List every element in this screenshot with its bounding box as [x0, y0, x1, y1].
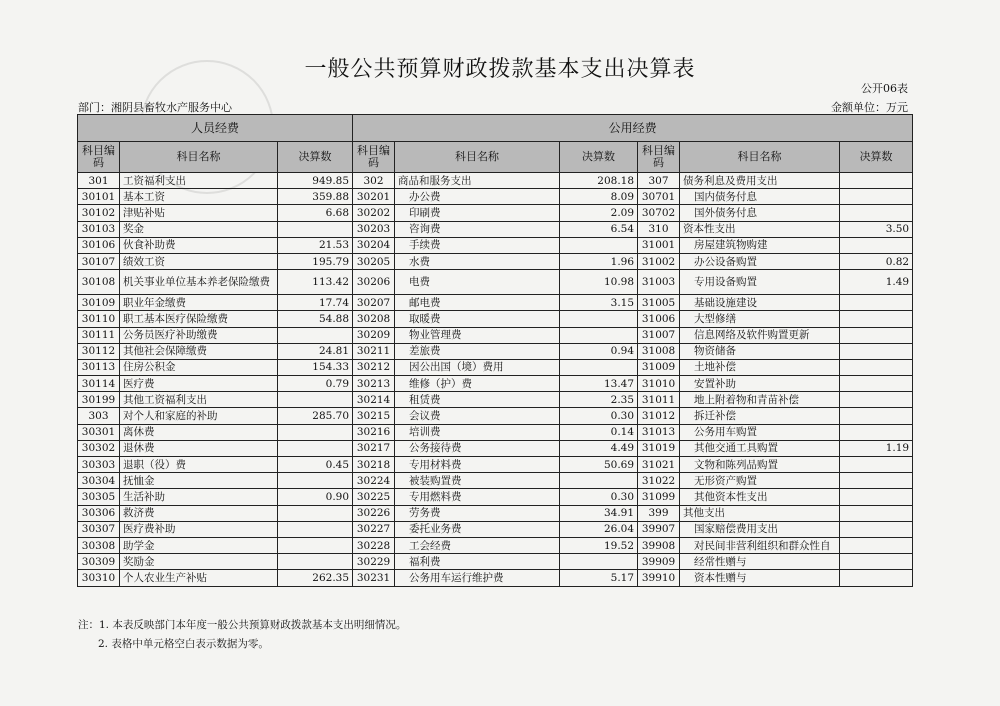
cell-code: 31003: [638, 270, 680, 295]
cell-code: 30212: [353, 359, 395, 375]
cell-code: 399: [638, 505, 680, 521]
cell-amount: 0.30: [560, 489, 638, 505]
cell-code: 30215: [353, 408, 395, 424]
col-header-code: 科目编码: [638, 142, 680, 173]
cell-amount: [840, 537, 913, 553]
table-row: [78, 189, 913, 205]
cell-amount: 3.15: [560, 295, 638, 311]
table-row: [78, 253, 913, 269]
cell-amount: 24.81: [278, 343, 353, 359]
cell-amount: [278, 537, 353, 553]
cell-name: 取暖费: [395, 311, 560, 327]
col-header-amount: 决算数: [560, 142, 638, 173]
cell-name: 土地补偿: [680, 359, 840, 375]
cell-code: 31007: [638, 327, 680, 343]
group-header-personnel: 人员经费: [78, 115, 353, 142]
cell-amount: 359.88: [278, 189, 353, 205]
cell-name: 水费: [395, 253, 560, 269]
cell-code: 30224: [353, 473, 395, 489]
cell-amount: 0.82: [840, 253, 913, 269]
cell-amount: 6.68: [278, 205, 353, 221]
cell-name: 救济费: [120, 505, 278, 521]
cell-name: 其他社会保障缴费: [120, 343, 278, 359]
cell-name: 其他支出: [680, 505, 840, 521]
table-row: [78, 343, 913, 359]
cell-amount: 285.70: [278, 408, 353, 424]
cell-amount: [840, 343, 913, 359]
cell-code: 30702: [638, 205, 680, 221]
cell-amount: [840, 505, 913, 521]
cell-amount: [840, 392, 913, 408]
table-row: [78, 359, 913, 375]
cell-amount: [560, 311, 638, 327]
cell-name: 维修（护）费: [395, 376, 560, 392]
col-header-amount: 决算数: [278, 142, 353, 173]
cell-amount: [278, 521, 353, 537]
cell-amount: [278, 327, 353, 343]
cell-code: 30199: [78, 392, 120, 408]
table-row: [78, 327, 913, 343]
cell-amount: 17.74: [278, 295, 353, 311]
cell-amount: [840, 473, 913, 489]
cell-amount: [840, 570, 913, 586]
cell-code: 31010: [638, 376, 680, 392]
cell-amount: [840, 327, 913, 343]
col-header-code: 科目编码: [353, 142, 395, 173]
cell-name: 信息网络及软件购置更新: [680, 327, 840, 343]
cell-name: 津贴补贴: [120, 205, 278, 221]
cell-code: 30207: [353, 295, 395, 311]
cell-code: 31002: [638, 253, 680, 269]
cell-amount: [840, 311, 913, 327]
cell-code: 30229: [353, 554, 395, 570]
cell-code: 30231: [353, 570, 395, 586]
cell-code: 31099: [638, 489, 680, 505]
cell-code: 30213: [353, 376, 395, 392]
cell-name: 其他资本性支出: [680, 489, 840, 505]
cell-name: 大型修缮: [680, 311, 840, 327]
cell-name: 房屋建筑物购建: [680, 237, 840, 253]
cell-code: 30308: [78, 537, 120, 553]
col-header-code: 科目编码: [78, 142, 120, 173]
cell-code: 310: [638, 221, 680, 237]
table-row: [78, 205, 913, 221]
cell-amount: [840, 237, 913, 253]
cell-name: 培训费: [395, 424, 560, 440]
cell-name: 会议费: [395, 408, 560, 424]
cell-amount: 3.50: [840, 221, 913, 237]
cell-name: 其他交通工具购置: [680, 440, 840, 456]
cell-amount: [840, 554, 913, 570]
cell-name: 资本性赠与: [680, 570, 840, 586]
col-header-amount: 决算数: [840, 142, 913, 173]
cell-amount: 54.88: [278, 311, 353, 327]
cell-code: 30208: [353, 311, 395, 327]
cell-code: 30302: [78, 440, 120, 456]
cell-amount: [278, 554, 353, 570]
cell-code: 30111: [78, 327, 120, 343]
cell-code: 39909: [638, 554, 680, 570]
cell-amount: [840, 457, 913, 473]
table-row: [78, 408, 913, 424]
cell-amount: 0.30: [560, 408, 638, 424]
cell-name: 差旅费: [395, 343, 560, 359]
cell-name: 离休费: [120, 424, 278, 440]
cell-code: 39910: [638, 570, 680, 586]
cell-name: 退职（役）费: [120, 457, 278, 473]
cell-amount: [560, 237, 638, 253]
cell-amount: 195.79: [278, 253, 353, 269]
cell-code: 302: [353, 173, 395, 189]
cell-code: 301: [78, 173, 120, 189]
cell-amount: 5.17: [560, 570, 638, 586]
cell-amount: 8.09: [560, 189, 638, 205]
cell-name: 电费: [395, 270, 560, 295]
cell-code: 30102: [78, 205, 120, 221]
cell-code: 30211: [353, 343, 395, 359]
cell-name: 助学金: [120, 537, 278, 553]
cell-amount: 1.49: [840, 270, 913, 295]
cell-amount: [560, 554, 638, 570]
cell-amount: 208.18: [560, 173, 638, 189]
cell-name: 公务用车运行维护费: [395, 570, 560, 586]
cell-code: 31005: [638, 295, 680, 311]
cell-code: 30228: [353, 537, 395, 553]
cell-code: 31009: [638, 359, 680, 375]
cell-code: 303: [78, 408, 120, 424]
cell-code: 30110: [78, 311, 120, 327]
cell-code: 30209: [353, 327, 395, 343]
cell-amount: 10.98: [560, 270, 638, 295]
cell-code: 31006: [638, 311, 680, 327]
cell-amount: 0.79: [278, 376, 353, 392]
cell-code: 30304: [78, 473, 120, 489]
cell-amount: 949.85: [278, 173, 353, 189]
cell-amount: 113.42: [278, 270, 353, 295]
cell-amount: 19.52: [560, 537, 638, 553]
cell-code: 30101: [78, 189, 120, 205]
cell-name: 基本工资: [120, 189, 278, 205]
cell-amount: [840, 408, 913, 424]
cell-name: 职业年金缴费: [120, 295, 278, 311]
expenditure-table: [77, 114, 913, 587]
cell-name: 个人农业生产补贴: [120, 570, 278, 586]
cell-amount: [840, 521, 913, 537]
cell-amount: 21.53: [278, 237, 353, 253]
cell-name: 奖金: [120, 221, 278, 237]
table-row: [78, 295, 913, 311]
cell-name: 其他工资福利支出: [120, 392, 278, 408]
cell-amount: 13.47: [560, 376, 638, 392]
cell-name: 无形资产购置: [680, 473, 840, 489]
cell-amount: 154.33: [278, 359, 353, 375]
cell-code: 31012: [638, 408, 680, 424]
cell-name: 租赁费: [395, 392, 560, 408]
cell-amount: 0.45: [278, 457, 353, 473]
cell-name: 对个人和家庭的补助: [120, 408, 278, 424]
cell-name: 手续费: [395, 237, 560, 253]
cell-name: 印刷费: [395, 205, 560, 221]
table-row: [78, 554, 913, 570]
table-row: [78, 270, 913, 295]
cell-code: 31001: [638, 237, 680, 253]
cell-amount: [278, 424, 353, 440]
cell-amount: 50.69: [560, 457, 638, 473]
cell-amount: [840, 424, 913, 440]
col-header-name: 科目名称: [395, 142, 560, 173]
cell-code: 30205: [353, 253, 395, 269]
cell-amount: 0.94: [560, 343, 638, 359]
cell-code: 30303: [78, 457, 120, 473]
col-header-name: 科目名称: [680, 142, 840, 173]
cell-amount: 1.96: [560, 253, 638, 269]
footnote: 2. 表格中单元格空白表示数据为零。: [98, 638, 269, 650]
cell-name: 工资福利支出: [120, 173, 278, 189]
cell-code: 30109: [78, 295, 120, 311]
table-row: [78, 505, 913, 521]
cell-name: 机关事业单位基本养老保险缴费: [120, 270, 278, 295]
cell-code: 31008: [638, 343, 680, 359]
col-header-name: 科目名称: [120, 142, 278, 173]
cell-name: 医疗费补助: [120, 521, 278, 537]
cell-name: 职工基本医疗保险缴费: [120, 311, 278, 327]
cell-name: 国外债务付息: [680, 205, 840, 221]
cell-name: 拆迁补偿: [680, 408, 840, 424]
cell-name: 福利费: [395, 554, 560, 570]
cell-name: 抚恤金: [120, 473, 278, 489]
cell-code: 30227: [353, 521, 395, 537]
cell-amount: [278, 221, 353, 237]
cell-code: 30305: [78, 489, 120, 505]
cell-code: 307: [638, 173, 680, 189]
cell-amount: 0.14: [560, 424, 638, 440]
page-title: 一般公共预算财政拨款基本支出决算表: [304, 57, 696, 82]
cell-name: 工会经费: [395, 537, 560, 553]
cell-amount: 1.19: [840, 440, 913, 456]
cell-name: 委托业务费: [395, 521, 560, 537]
cell-code: 30202: [353, 205, 395, 221]
cell-name: 物资储备: [680, 343, 840, 359]
cell-code: 30217: [353, 440, 395, 456]
cell-code: 30701: [638, 189, 680, 205]
cell-name: 专用燃料费: [395, 489, 560, 505]
cell-name: 安置补助: [680, 376, 840, 392]
cell-amount: [840, 295, 913, 311]
group-header-public: 公用经费: [353, 115, 913, 142]
table-row: [78, 424, 913, 440]
cell-code: 30201: [353, 189, 395, 205]
cell-code: 30309: [78, 554, 120, 570]
table-row: [78, 489, 913, 505]
cell-amount: 2.09: [560, 205, 638, 221]
cell-name: 物业管理费: [395, 327, 560, 343]
cell-name: 医疗费: [120, 376, 278, 392]
cell-code: 30301: [78, 424, 120, 440]
cell-name: 因公出国（境）费用: [395, 359, 560, 375]
cell-amount: 2.35: [560, 392, 638, 408]
table-row: [78, 570, 913, 586]
cell-name: 债务利息及费用支出: [680, 173, 840, 189]
cell-name: 专用设备购置: [680, 270, 840, 295]
cell-amount: 6.54: [560, 221, 638, 237]
cell-amount: 26.04: [560, 521, 638, 537]
cell-name: 办公费: [395, 189, 560, 205]
cell-code: 30225: [353, 489, 395, 505]
cell-amount: [840, 173, 913, 189]
cell-name: 商品和服务支出: [395, 173, 560, 189]
cell-name: 公务员医疗补助缴费: [120, 327, 278, 343]
cell-code: 30214: [353, 392, 395, 408]
cell-amount: [840, 205, 913, 221]
table-row: [78, 221, 913, 237]
unit-label: 金额单位：万元: [831, 101, 908, 114]
cell-code: 30204: [353, 237, 395, 253]
cell-amount: [840, 376, 913, 392]
cell-code: 30103: [78, 221, 120, 237]
cell-amount: [278, 392, 353, 408]
cell-name: 被装购置费: [395, 473, 560, 489]
cell-amount: [278, 473, 353, 489]
cell-code: 30114: [78, 376, 120, 392]
table-row: [78, 376, 913, 392]
cell-code: 31021: [638, 457, 680, 473]
cell-name: 咨询费: [395, 221, 560, 237]
footnotes: [78, 616, 406, 654]
table-row: [78, 237, 913, 253]
table-row: [78, 311, 913, 327]
cell-name: 经常性赠与: [680, 554, 840, 570]
cell-name: 对民间非营利组织和群众性自: [680, 537, 840, 553]
cell-code: 31011: [638, 392, 680, 408]
table-row: [78, 473, 913, 489]
cell-code: 31019: [638, 440, 680, 456]
cell-amount: [278, 440, 353, 456]
footnote: 注：1. 本表反映部门本年度一般公共预算财政拨款基本支出明细情况。: [78, 619, 407, 631]
cell-code: 39908: [638, 537, 680, 553]
cell-amount: [560, 327, 638, 343]
table-row: [78, 440, 913, 456]
cell-code: 30106: [78, 237, 120, 253]
cell-code: 39907: [638, 521, 680, 537]
cell-name: 国内债务付息: [680, 189, 840, 205]
cell-amount: [840, 359, 913, 375]
cell-code: 30310: [78, 570, 120, 586]
department-label: 部门：湘阴县畜牧水产服务中心: [78, 101, 232, 114]
cell-name: 国家赔偿费用支出: [680, 521, 840, 537]
cell-code: 30307: [78, 521, 120, 537]
cell-code: 30108: [78, 270, 120, 295]
cell-code: 30218: [353, 457, 395, 473]
cell-name: 地上附着物和青苗补偿: [680, 392, 840, 408]
table-row: [78, 173, 913, 189]
cell-amount: [840, 189, 913, 205]
cell-amount: [278, 505, 353, 521]
cell-code: 30206: [353, 270, 395, 295]
table-row: [78, 521, 913, 537]
cell-code: 30113: [78, 359, 120, 375]
table-row: [78, 392, 913, 408]
cell-code: 30306: [78, 505, 120, 521]
cell-name: 住房公积金: [120, 359, 278, 375]
cell-amount: 4.49: [560, 440, 638, 456]
cell-amount: 0.90: [278, 489, 353, 505]
table-row: [78, 537, 913, 553]
cell-name: 绩效工资: [120, 253, 278, 269]
cell-code: 31013: [638, 424, 680, 440]
cell-code: 30107: [78, 253, 120, 269]
cell-amount: [560, 473, 638, 489]
cell-name: 劳务费: [395, 505, 560, 521]
cell-name: 文物和陈列品购置: [680, 457, 840, 473]
cell-name: 公务用车购置: [680, 424, 840, 440]
cell-name: 基础设施建设: [680, 295, 840, 311]
cell-name: 奖励金: [120, 554, 278, 570]
cell-amount: [560, 359, 638, 375]
cell-code: 31022: [638, 473, 680, 489]
cell-name: 退休费: [120, 440, 278, 456]
form-code: 公开06表: [861, 82, 908, 95]
cell-name: 邮电费: [395, 295, 560, 311]
table-row: [78, 457, 913, 473]
cell-name: 办公设备购置: [680, 253, 840, 269]
cell-name: 公务接待费: [395, 440, 560, 456]
cell-amount: 34.91: [560, 505, 638, 521]
cell-code: 30216: [353, 424, 395, 440]
cell-code: 30203: [353, 221, 395, 237]
cell-amount: [840, 489, 913, 505]
cell-name: 生活补助: [120, 489, 278, 505]
cell-name: 专用材料费: [395, 457, 560, 473]
cell-amount: 262.35: [278, 570, 353, 586]
cell-code: 30226: [353, 505, 395, 521]
cell-name: 伙食补助费: [120, 237, 278, 253]
cell-name: 资本性支出: [680, 221, 840, 237]
cell-code: 30112: [78, 343, 120, 359]
